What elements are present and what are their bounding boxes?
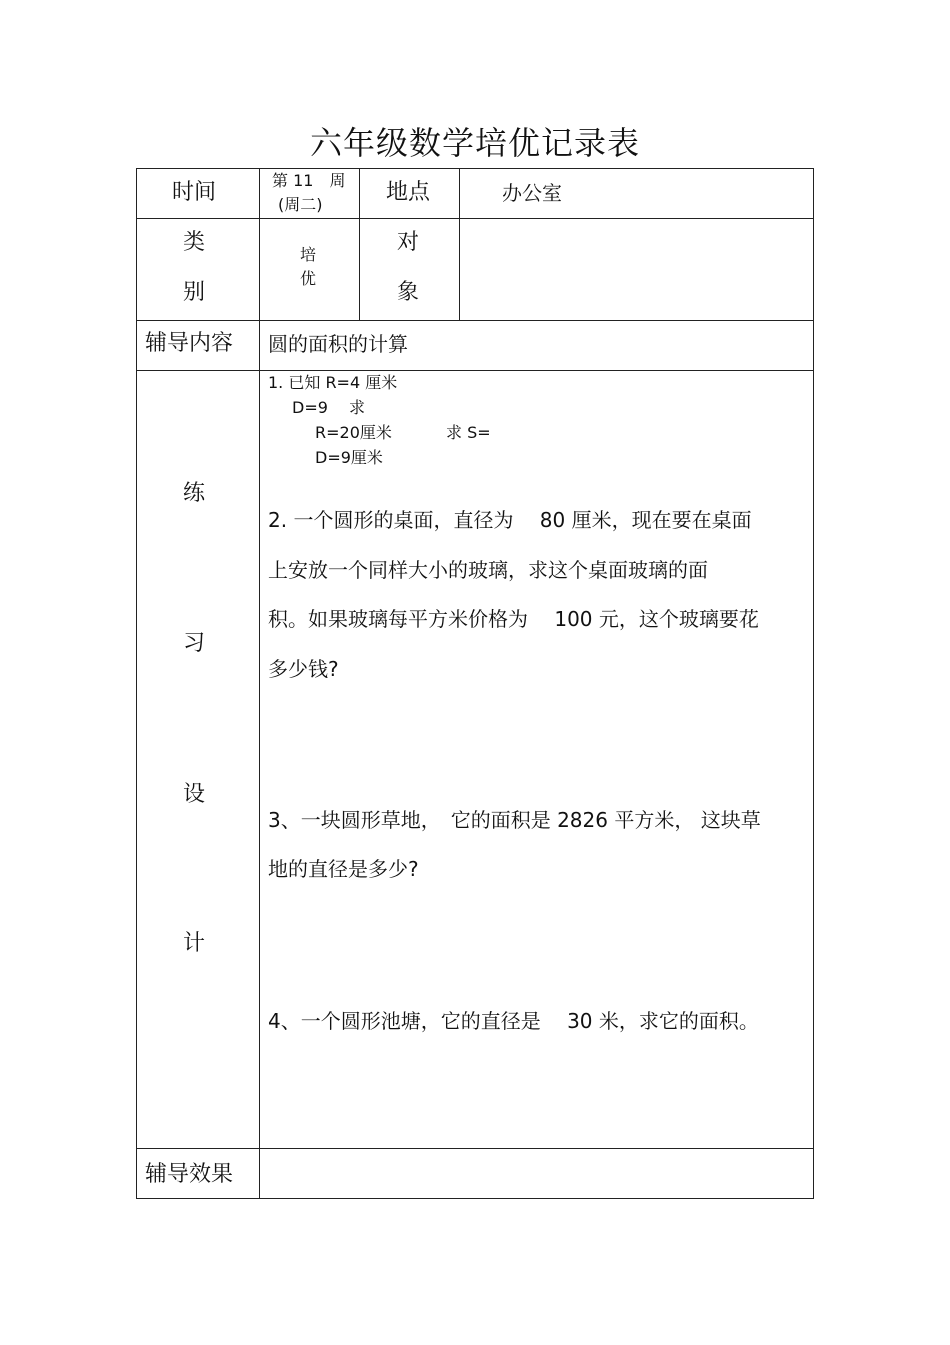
- content-label: 辅导内容: [145, 331, 234, 356]
- page-title: 六年级数学培优记录表: [309, 124, 640, 162]
- category-label-2: 别: [183, 280, 206, 305]
- place-label: 地点: [386, 180, 431, 205]
- practice-label-char: 设: [183, 782, 206, 807]
- table-border-left: [136, 168, 137, 1199]
- q2-line3: 积。如果玻璃每平方米价格为 100 元，这个玻璃要花: [268, 607, 759, 631]
- table-border-bottom: [136, 1198, 814, 1199]
- q3-line2: 地的直径是多少?: [268, 857, 419, 881]
- category-label-1: 类: [183, 230, 206, 255]
- content-value: 圆的面积的计算: [268, 332, 408, 356]
- table-rule-3: [136, 370, 814, 371]
- table-col-rule-2: [359, 168, 360, 321]
- q1-line2: D=9 求: [292, 398, 365, 417]
- q2-line1: 2. 一个圆形的桌面，直径为 80 厘米，现在要在桌面: [268, 508, 752, 532]
- effect-label: 辅导效果: [145, 1162, 234, 1187]
- practice-label-char: 练: [183, 481, 206, 506]
- table-border-right: [813, 168, 814, 1199]
- q1-line1: 1. 已知 R=4 厘米: [268, 373, 398, 392]
- table-col-rule-1: [259, 168, 260, 1199]
- q2-line2: 上安放一个同样大小的玻璃，求这个桌面玻璃的面: [268, 558, 708, 582]
- q1-line4: D=9厘米: [315, 448, 383, 467]
- object-label-1: 对: [397, 230, 420, 255]
- q4-line1: 4、一个圆形池塘，它的直径是 30 米，求它的面积。: [268, 1009, 759, 1033]
- week-value: 第 11 周: [272, 171, 346, 190]
- table-rule-1: [136, 218, 814, 219]
- weekday-value: (周二): [278, 195, 323, 214]
- q1-line3: R=20厘米: [315, 423, 392, 442]
- place-value: 办公室: [502, 181, 562, 205]
- table-col-rule-3: [459, 168, 460, 321]
- category-value-2: 优: [300, 269, 317, 288]
- table-rule-2: [136, 320, 814, 321]
- table-border-top: [136, 168, 814, 169]
- time-label: 时间: [172, 180, 217, 205]
- category-value-1: 培: [300, 245, 317, 264]
- table-rule-4: [136, 1148, 814, 1149]
- object-label-2: 象: [397, 280, 420, 305]
- q3-line1: 3、一块圆形草地， 它的面积是 2826 平方米， 这块草: [268, 808, 761, 832]
- practice-label-char: 计: [183, 931, 206, 956]
- practice-label-char: 习: [183, 631, 206, 656]
- q2-line4: 多少钱?: [268, 657, 339, 681]
- q1-line3-ask: 求 S=: [446, 423, 491, 442]
